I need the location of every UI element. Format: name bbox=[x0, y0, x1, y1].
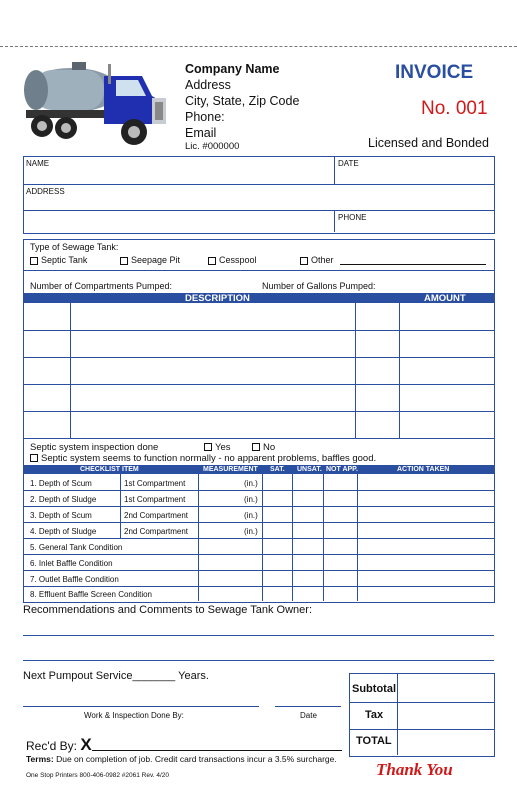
recommendations-label: Recommendations and Comments to Sewage Tank Owner: bbox=[23, 604, 312, 616]
recd-signature-line[interactable] bbox=[92, 750, 342, 751]
description-header: DESCRIPTION bbox=[185, 293, 250, 304]
invoice-number: No. 001 bbox=[421, 98, 488, 119]
x-mark: X bbox=[80, 735, 92, 754]
divider bbox=[70, 303, 71, 438]
table-row bbox=[23, 411, 494, 412]
next-pumpout bbox=[23, 670, 209, 682]
company-license: Lic. #000000 bbox=[185, 141, 240, 152]
checkbox-icon bbox=[252, 443, 260, 451]
checkbox-icon bbox=[30, 257, 38, 265]
truck-icon bbox=[12, 58, 177, 158]
table-row bbox=[23, 586, 494, 587]
checklist-row-item: 5. General Tank Condition bbox=[30, 543, 123, 552]
checklist-item-header: CHECKLIST ITEM bbox=[80, 466, 139, 473]
other-fill-line bbox=[340, 264, 486, 265]
next-pumpout-years: Years. bbox=[178, 670, 209, 682]
checklist-row-item: 2. Depth of Sludge bbox=[30, 495, 97, 504]
option-other[interactable]: Other bbox=[300, 255, 334, 265]
terms-label: Terms: bbox=[26, 754, 54, 764]
checklist-row-item: 6. Inlet Baffle Condition bbox=[30, 559, 113, 568]
checkbox-icon bbox=[204, 443, 212, 451]
perforation-line bbox=[0, 46, 517, 47]
checkbox-icon bbox=[120, 257, 128, 265]
work-date-label: Date bbox=[300, 711, 317, 720]
comment-line[interactable] bbox=[23, 635, 494, 636]
company-city: City, State, Zip Code bbox=[185, 94, 300, 108]
measurement-header: MEASUREMENT bbox=[203, 466, 258, 473]
recd-by-label: Rec'd By: bbox=[26, 739, 77, 753]
option-cesspool[interactable]: Cesspool bbox=[208, 255, 257, 265]
tank-type-label: Type of Sewage Tank: bbox=[30, 242, 119, 252]
company-info bbox=[185, 61, 299, 153]
company-email: Email bbox=[185, 126, 217, 140]
option-septic-tank[interactable]: Septic Tank bbox=[30, 255, 87, 265]
checklist-row-item: 8. Effluent Baffle Screen Condition bbox=[30, 590, 153, 599]
divider bbox=[399, 303, 400, 438]
sat-header: SAT. bbox=[270, 466, 285, 473]
company-name: Company Name bbox=[185, 62, 280, 76]
divider bbox=[397, 673, 398, 755]
action-header: ACTION TAKEN bbox=[397, 466, 450, 473]
divider bbox=[23, 184, 494, 185]
checklist-row-unit: (in.) bbox=[244, 479, 258, 488]
divider bbox=[349, 702, 494, 703]
table-row bbox=[23, 538, 494, 539]
subtotal-label: Subtotal bbox=[352, 683, 396, 695]
checklist-row-sub: 2nd Compartment bbox=[124, 527, 189, 536]
table-row bbox=[23, 490, 494, 491]
divider bbox=[23, 210, 494, 211]
table-row bbox=[23, 570, 494, 571]
normal-function-check[interactable]: Septic system seems to function normally - no apparent problems, baffles good. bbox=[30, 453, 376, 464]
divider bbox=[349, 729, 494, 730]
checklist-row-item: 3. Depth of Scum bbox=[30, 511, 92, 520]
table-row bbox=[23, 357, 494, 358]
unsat-header: UNSAT. bbox=[297, 466, 322, 473]
divider bbox=[355, 303, 356, 438]
inspection-no[interactable]: No bbox=[252, 442, 275, 453]
amount-header: AMOUNT bbox=[424, 293, 466, 304]
table-row bbox=[23, 554, 494, 555]
checklist-row-unit: (in.) bbox=[244, 527, 258, 536]
terms bbox=[26, 754, 337, 764]
checklist-row-unit: (in.) bbox=[244, 511, 258, 520]
checklist-row-sub: 1st Compartment bbox=[124, 479, 186, 488]
divider bbox=[23, 270, 494, 271]
comment-line[interactable] bbox=[23, 660, 494, 661]
checklist-row-sub: 2nd Compartment bbox=[124, 511, 189, 520]
name-label: NAME bbox=[26, 159, 50, 168]
table-row bbox=[23, 522, 494, 523]
divider bbox=[334, 210, 335, 232]
checklist-row-item: 7. Outlet Baffle Condition bbox=[30, 575, 119, 584]
next-pumpout-label: Next Pumpout Service bbox=[23, 670, 133, 682]
checklist-row-sub: 1st Compartment bbox=[124, 495, 186, 504]
checkbox-icon bbox=[30, 454, 38, 462]
table-row bbox=[23, 330, 494, 331]
option-seepage-pit[interactable]: Seepage Pit bbox=[120, 255, 180, 265]
work-date-line[interactable] bbox=[275, 706, 341, 707]
divider bbox=[334, 156, 335, 184]
checkbox-icon bbox=[300, 257, 308, 265]
tax-label: Tax bbox=[365, 709, 384, 721]
recd-by bbox=[26, 735, 92, 755]
table-row bbox=[23, 438, 494, 439]
total-label: TOTAL bbox=[356, 735, 392, 747]
company-phone: Phone: bbox=[185, 110, 225, 124]
table-row bbox=[23, 506, 494, 507]
customer-block bbox=[23, 156, 495, 234]
inspection-done-label: Septic system inspection done bbox=[30, 442, 159, 453]
thank-you: Thank You bbox=[376, 760, 453, 779]
checklist-row-item: 4. Depth of Sludge bbox=[30, 527, 97, 536]
not-app-header: NOT APP. bbox=[326, 466, 358, 473]
company-address: Address bbox=[185, 78, 231, 92]
date-label: DATE bbox=[338, 159, 359, 168]
checklist-row-item: 1. Depth of Scum bbox=[30, 479, 92, 488]
next-pumpout-blank[interactable]: _______ bbox=[132, 670, 176, 682]
invoice-title: INVOICE bbox=[395, 62, 474, 83]
checklist-row-unit: (in.) bbox=[244, 495, 258, 504]
work-done-label: Work & Inspection Done By: bbox=[84, 711, 184, 720]
compartments-label: Number of Compartments Pumped: bbox=[30, 281, 173, 291]
inspection-yes[interactable]: Yes bbox=[204, 442, 231, 453]
printer-note: One Stop Printers 800-406-0982 #2061 Rev. 4/20 bbox=[26, 772, 169, 779]
licensed-bonded: Licensed and Bonded bbox=[368, 136, 489, 150]
address-label: ADDRESS bbox=[26, 187, 65, 196]
phone-label: PHONE bbox=[338, 213, 367, 222]
terms-text: Due on completion of job. Credit card transactions incur a 3.5% surcharge. bbox=[56, 754, 337, 764]
gallons-label: Number of Gallons Pumped: bbox=[262, 281, 376, 291]
checkbox-icon bbox=[208, 257, 216, 265]
table-row bbox=[23, 384, 494, 385]
work-signature-line[interactable] bbox=[23, 706, 259, 707]
